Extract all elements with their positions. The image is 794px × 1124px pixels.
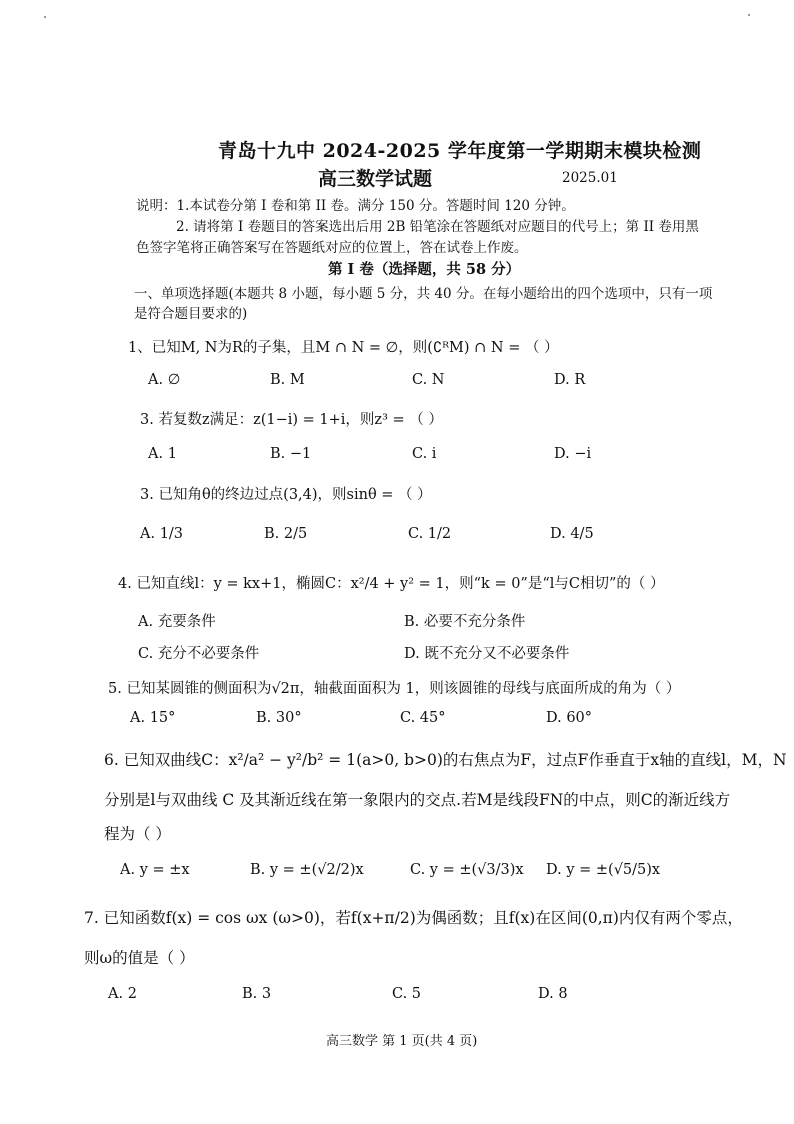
question-5-option-c: C. 45° <box>400 710 446 726</box>
question-2-option-c: C. i <box>412 446 437 462</box>
exam-date: 2025.01 <box>562 170 618 186</box>
scan-speck <box>748 14 750 16</box>
question-6-stem-line-1: 6. 已知双曲线C：x²/a² − y²/b² = 1(a>0, b>0)的右焦点为F，过点F作垂直于x轴的直线l，M，N <box>104 751 787 769</box>
question-7-stem-line-1: 7. 已知函数f(x) = cos ωx (ω>0)，若f(x+π/2)为偶函数；且f(x)在区间(0,π)内仅有两个零点， <box>84 909 743 927</box>
exam-subtitle: 高三数学试题 <box>318 168 433 190</box>
question-1-option-b: B. M <box>270 372 305 388</box>
section-description-1: 一、单项选择题(本题共 8 小题，每小题 5 分，共 40 分。在每小题给出的四个选项中，只有一项 <box>134 286 713 302</box>
question-7-option-c: C. 5 <box>392 986 422 1002</box>
scan-speck <box>44 16 46 18</box>
section-description-2: 是符合题目要求的) <box>134 306 248 322</box>
question-4-stem: 4. 已知直线l：y = kx+1，椭圆C：x²/4 + y² = 1，则“k = 0”是“l与C相切”的（ ） <box>118 576 665 592</box>
question-1-option-d: D. R <box>554 372 586 388</box>
instruction-line-2: 2. 请将第 I 卷题目的答案选出后用 2B 铅笔涂在答题纸对应题目的代号上；第 II 卷用黑 <box>176 219 699 235</box>
question-7-option-a: A. 2 <box>108 986 137 1002</box>
question-1-option-a: A. ∅ <box>148 372 181 388</box>
question-3-option-b: B. 2/5 <box>264 526 308 542</box>
question-3-option-d: D. 4/5 <box>550 526 594 542</box>
question-6-option-c: C. y = ±(√3/3)x <box>410 862 524 878</box>
question-1-option-c: C. N <box>412 372 445 388</box>
question-5-option-b: B. 30° <box>256 710 302 726</box>
question-4-option-a: A. 充要条件 <box>138 614 216 630</box>
question-6-stem-line-2: 分别是l与双曲线 C 及其渐近线在第一象限内的交点.若M是线段FN的中点，则C的渐近线方 <box>104 791 731 809</box>
question-6-stem-line-3: 程为（ ） <box>104 825 171 843</box>
question-4-option-b: B. 必要不充分条件 <box>404 614 526 630</box>
question-2-stem: 3. 若复数z满足：z(1−i) = 1+i，则z³ = （ ） <box>140 412 443 428</box>
section-heading: 第 I 卷（选择题，共 58 分） <box>328 261 521 278</box>
question-3-option-a: A. 1/3 <box>140 526 184 542</box>
question-5-option-d: D. 60° <box>546 710 593 726</box>
question-5-stem: 5. 已知某圆锥的侧面积为√2π，轴截面面积为 1，则该圆锥的母线与底面所成的角为（ ） <box>108 681 681 697</box>
question-4-option-c: C. 充分不必要条件 <box>138 646 260 662</box>
question-7-option-b: B. 3 <box>242 986 272 1002</box>
question-2-option-d: D. −i <box>554 446 592 462</box>
question-2-option-a: A. 1 <box>148 446 177 462</box>
instruction-line-3: 色签字笔将正确答案写在答题纸对应的位置上，答在试卷上作废。 <box>136 240 528 256</box>
exam-title: 青岛十九中 2024-2025 学年度第一学期期末模块检测 <box>218 140 702 162</box>
question-3-option-c: C. 1/2 <box>408 526 452 542</box>
page-footer: 高三数学 第 1 页(共 4 页) <box>326 1034 478 1049</box>
question-1-stem: 1、已知M, N为R的子集，且M ∩ N = ∅，则(∁ᴿM) ∩ N = （ ） <box>128 340 559 356</box>
question-7-stem-line-2: 则ω的值是（ ） <box>84 949 195 967</box>
question-6-option-b: B. y = ±(√2/2)x <box>250 862 364 878</box>
question-5-option-a: A. 15° <box>130 710 176 726</box>
question-7-option-d: D. 8 <box>538 986 568 1002</box>
instruction-line-1: 说明：1.本试卷分第 I 卷和第 II 卷。满分 150 分。答题时间 120 分钟。 <box>136 198 575 214</box>
question-4-option-d: D. 既不充分又不必要条件 <box>404 646 570 662</box>
question-2-option-b: B. −1 <box>270 446 312 462</box>
question-6-option-d: D. y = ±(√5/5)x <box>546 862 661 878</box>
question-3-stem: 3. 已知角θ的终边过点(3,4)，则sinθ = （ ） <box>140 487 432 503</box>
question-6-option-a: A. y = ±x <box>120 862 190 878</box>
